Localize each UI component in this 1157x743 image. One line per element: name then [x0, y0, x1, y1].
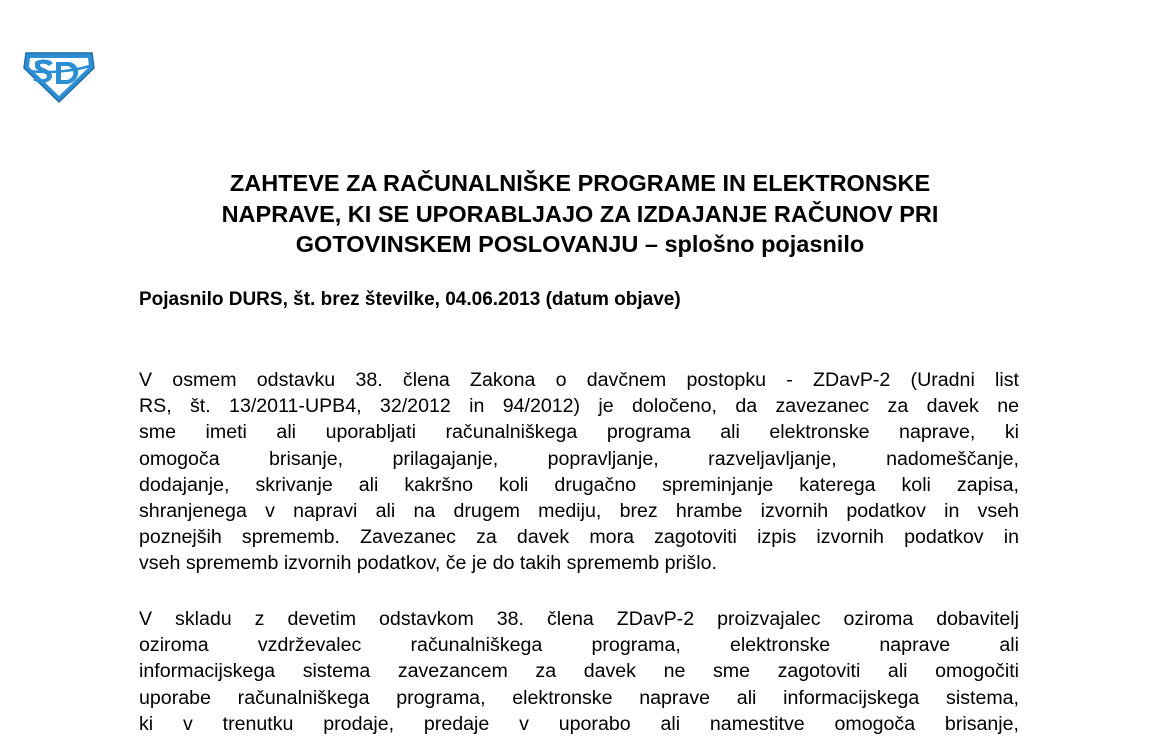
paragraph-line: shranjenega v napravi ali na drugem mediju, brez hrambe izvornih podatkov in vseh — [139, 499, 1019, 522]
logo-mark-icon — [22, 50, 96, 104]
paragraph-line: RS, št. 13/2011-UPB4, 32/2012 in 94/2012) je določeno, da zavezanec za davek ne — [139, 395, 1019, 418]
paragraph-line: omogoča brisanje, prilagajanje, popravljanje, razveljavljanje, nadomeščanje, — [139, 447, 1019, 470]
paragraph-line: sme imeti ali uporabljati računalniškega programa ali elektronske naprave, ki — [139, 421, 1019, 444]
paragraph-line: vseh sprememb izvornih podatkov, če je do takih sprememb prišlo. — [139, 552, 717, 575]
document-title — [120, 168, 1040, 260]
paragraph-line: uporabe računalniškega programa, elektronske naprave ali informacijskega sistema, — [139, 686, 1019, 709]
paragraph-line: oziroma vzdrževalec računalniškega programa, elektronske naprave ali — [139, 634, 1019, 657]
document-subtitle: Pojasnilo DURS, št. brez številke, 04.06.2013 (datum objave) — [139, 289, 681, 310]
paragraph-line: ki v trenutku prodaje, predaje v uporabo ali namestitve omogoča brisanje, — [139, 712, 1019, 735]
title-line: GOTOVINSKEM POSLOVANJU – splošno pojasnilo — [295, 231, 865, 257]
paragraph-line: informacijskega sistema zavezancem za davek ne sme zagotoviti ali omogočiti — [139, 660, 1019, 683]
title-line: NAPRAVE, KI SE UPORABLJAJO ZA IZDAJANJE RAČUNOV PRI — [221, 200, 939, 227]
title-line: ZAHTEVE ZA RAČUNALNIŠKE PROGRAME IN ELEKTRONSKE — [229, 170, 931, 196]
paragraph-line: poznejših sprememb. Zavezanec za davek mora zagotoviti izpis izvornih podatkov in — [139, 526, 1019, 549]
paragraph-line: V osmem odstavku 38. člena Zakona o davčnem postopku - ZDavP-2 (Uradni list — [139, 369, 1019, 391]
paragraph — [139, 606, 1019, 737]
logo — [22, 50, 96, 104]
paragraph-line: dodajanje, skrivanje ali kakršno koli drugačno spreminjanje katerega koli zapisa, — [139, 473, 1019, 496]
paragraph-line: V skladu z devetim odstavkom 38. člena ZDavP-2 proizvajalec oziroma dobavitelj — [139, 608, 1019, 630]
paragraph — [139, 367, 1019, 577]
